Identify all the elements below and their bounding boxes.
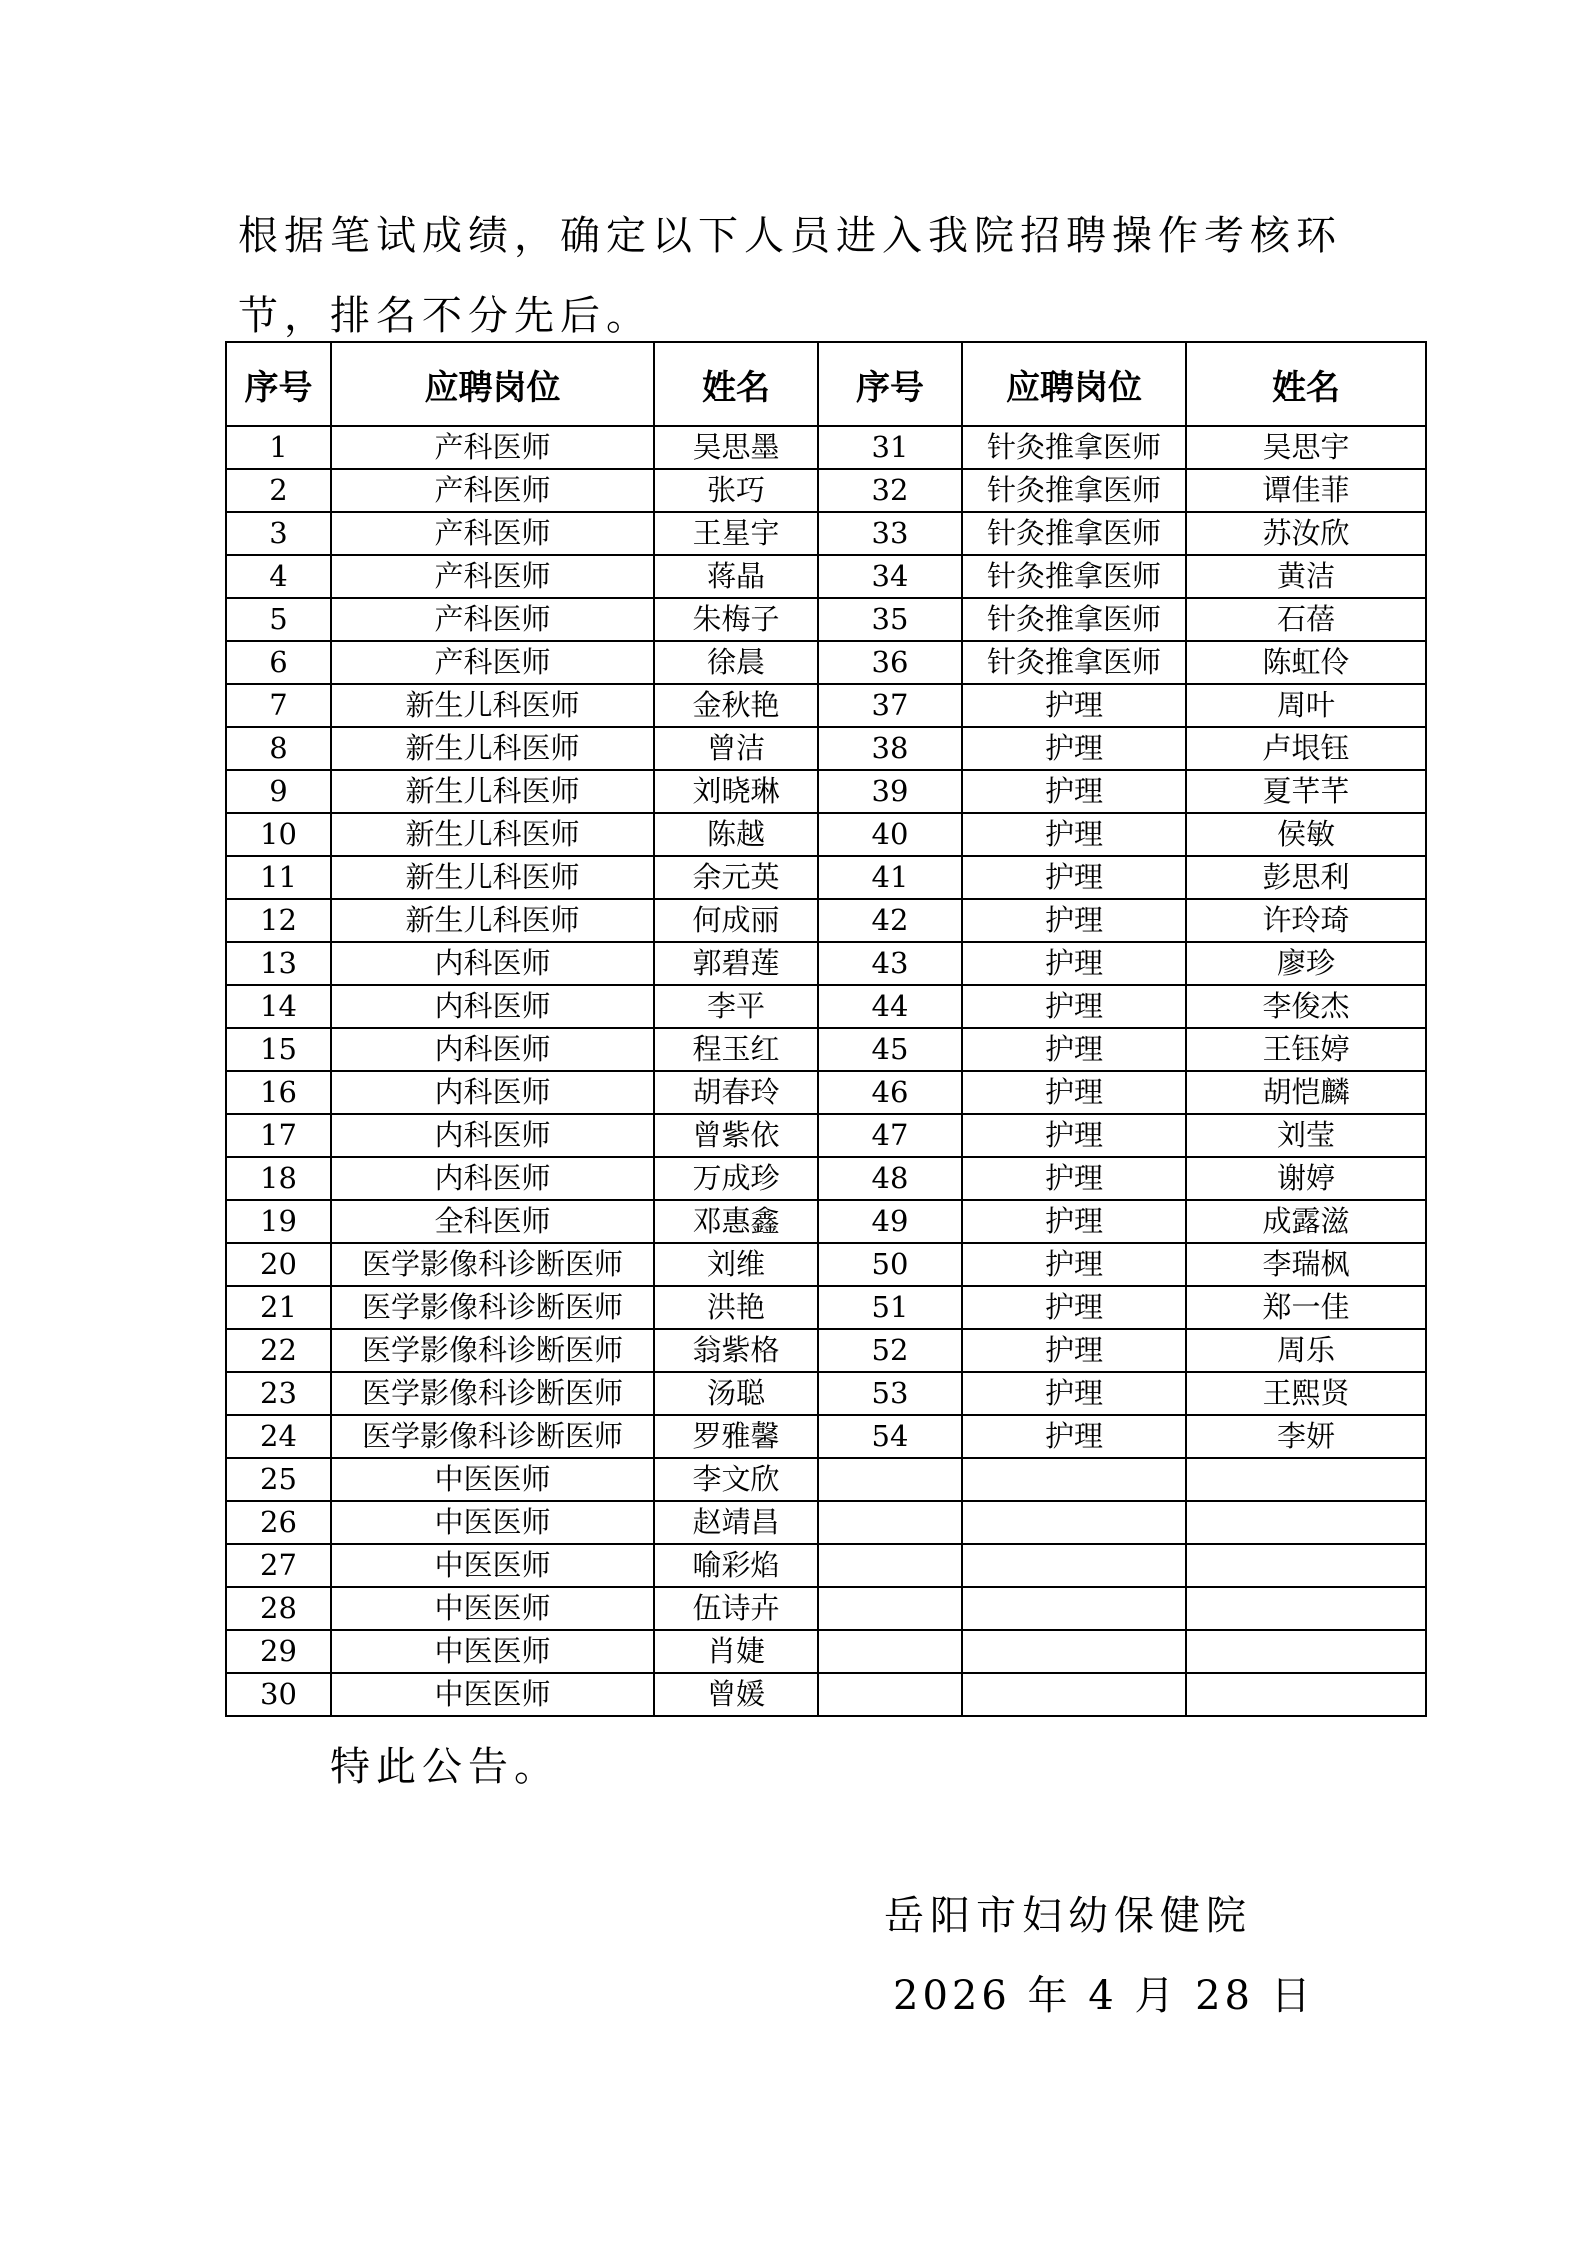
cell-index-right <box>818 1544 962 1587</box>
cell-index-left: 25 <box>226 1458 331 1501</box>
header-position-left: 应聘岗位 <box>331 342 654 426</box>
cell-index-right: 43 <box>818 942 962 985</box>
cell-position-left: 中医医师 <box>331 1458 654 1501</box>
cell-index-right: 50 <box>818 1243 962 1286</box>
cell-index-right <box>818 1458 962 1501</box>
cell-position-left: 中医医师 <box>331 1501 654 1544</box>
cell-index-right <box>818 1673 962 1716</box>
cell-index-right: 54 <box>818 1415 962 1458</box>
cell-index-right: 40 <box>818 813 962 856</box>
table-row <box>226 1415 1426 1458</box>
table-row <box>226 1501 1426 1544</box>
cell-name-left: 罗雅馨 <box>654 1415 818 1458</box>
table-row <box>226 684 1426 727</box>
cell-position-right: 护理 <box>962 770 1186 813</box>
cell-position-left: 医学影像科诊断医师 <box>331 1372 654 1415</box>
cell-index-right: 41 <box>818 856 962 899</box>
cell-index-left: 1 <box>226 426 331 469</box>
cell-index-left: 11 <box>226 856 331 899</box>
cell-name-right: 谢婷 <box>1186 1157 1426 1200</box>
header-index-right: 序号 <box>818 342 962 426</box>
table-row <box>226 1243 1426 1286</box>
cell-name-right: 谭佳菲 <box>1186 469 1426 512</box>
cell-name-left: 喻彩焰 <box>654 1544 818 1587</box>
cell-position-left: 产科医师 <box>331 469 654 512</box>
table-row <box>226 899 1426 942</box>
table-row <box>226 1286 1426 1329</box>
cell-index-left: 18 <box>226 1157 331 1200</box>
cell-position-right <box>962 1501 1186 1544</box>
table-row <box>226 641 1426 684</box>
cell-index-right: 34 <box>818 555 962 598</box>
cell-index-left: 19 <box>226 1200 331 1243</box>
cell-name-right: 苏汝欣 <box>1186 512 1426 555</box>
cell-index-left: 23 <box>226 1372 331 1415</box>
cell-position-right: 护理 <box>962 1415 1186 1458</box>
cell-position-right: 护理 <box>962 1157 1186 1200</box>
cell-name-right <box>1186 1458 1426 1501</box>
closing-statement: 特此公告。 <box>330 1744 560 1790</box>
cell-index-left: 8 <box>226 727 331 770</box>
cell-position-left: 内科医师 <box>331 1157 654 1200</box>
cell-name-right: 吴思宇 <box>1186 426 1426 469</box>
cell-position-right <box>962 1458 1186 1501</box>
cell-index-left: 26 <box>226 1501 331 1544</box>
table-row <box>226 727 1426 770</box>
table-row <box>226 469 1426 512</box>
cell-name-left: 曾紫依 <box>654 1114 818 1157</box>
cell-name-left: 李文欣 <box>654 1458 818 1501</box>
cell-name-right: 周乐 <box>1186 1329 1426 1372</box>
cell-index-left: 28 <box>226 1587 331 1630</box>
table-row <box>226 1372 1426 1415</box>
cell-position-left: 新生儿科医师 <box>331 727 654 770</box>
cell-index-right: 39 <box>818 770 962 813</box>
cell-index-left: 4 <box>226 555 331 598</box>
cell-name-left: 刘晓琳 <box>654 770 818 813</box>
cell-position-left: 产科医师 <box>331 555 654 598</box>
table-row <box>226 1071 1426 1114</box>
table-row <box>226 770 1426 813</box>
cell-index-right <box>818 1587 962 1630</box>
cell-name-right: 黄洁 <box>1186 555 1426 598</box>
cell-name-right <box>1186 1673 1426 1716</box>
cell-name-left: 赵靖昌 <box>654 1501 818 1544</box>
cell-name-right: 李瑞枫 <box>1186 1243 1426 1286</box>
cell-index-left: 15 <box>226 1028 331 1071</box>
cell-position-left: 新生儿科医师 <box>331 813 654 856</box>
cell-position-left: 中医医师 <box>331 1630 654 1673</box>
cell-position-left: 全科医师 <box>331 1200 654 1243</box>
signature-date: 2026 年 4 月 28 日 <box>893 1973 1315 2019</box>
cell-index-left: 17 <box>226 1114 331 1157</box>
cell-position-right <box>962 1630 1186 1673</box>
cell-index-left: 21 <box>226 1286 331 1329</box>
cell-index-right: 44 <box>818 985 962 1028</box>
cell-position-right <box>962 1544 1186 1587</box>
cell-position-right <box>962 1587 1186 1630</box>
header-index-left: 序号 <box>226 342 331 426</box>
cell-position-left: 新生儿科医师 <box>331 856 654 899</box>
cell-position-left: 内科医师 <box>331 942 654 985</box>
cell-index-left: 2 <box>226 469 331 512</box>
cell-position-right: 护理 <box>962 1372 1186 1415</box>
cell-index-left: 3 <box>226 512 331 555</box>
header-position-right: 应聘岗位 <box>962 342 1186 426</box>
cell-index-left: 10 <box>226 813 331 856</box>
cell-name-left: 李平 <box>654 985 818 1028</box>
cell-index-right <box>818 1501 962 1544</box>
cell-position-left: 新生儿科医师 <box>331 770 654 813</box>
cell-position-right: 护理 <box>962 1286 1186 1329</box>
cell-name-left: 翁紫格 <box>654 1329 818 1372</box>
cell-name-left: 曾洁 <box>654 727 818 770</box>
cell-position-left: 医学影像科诊断医师 <box>331 1243 654 1286</box>
cell-name-left: 洪艳 <box>654 1286 818 1329</box>
cell-index-left: 12 <box>226 899 331 942</box>
cell-index-left: 7 <box>226 684 331 727</box>
header-name-left: 姓名 <box>654 342 818 426</box>
cell-index-right: 37 <box>818 684 962 727</box>
cell-index-left: 16 <box>226 1071 331 1114</box>
cell-position-left: 内科医师 <box>331 1028 654 1071</box>
cell-position-right <box>962 1673 1186 1716</box>
cell-position-left: 新生儿科医师 <box>331 684 654 727</box>
cell-index-left: 6 <box>226 641 331 684</box>
cell-index-right: 49 <box>818 1200 962 1243</box>
cell-name-right: 王钰婷 <box>1186 1028 1426 1071</box>
cell-index-left: 29 <box>226 1630 331 1673</box>
table-row <box>226 1458 1426 1501</box>
cell-name-right: 王熙贤 <box>1186 1372 1426 1415</box>
intro-paragraph-line2: 节，排名不分先后。 <box>238 293 652 339</box>
cell-position-left: 医学影像科诊断医师 <box>331 1329 654 1372</box>
cell-position-right: 护理 <box>962 985 1186 1028</box>
cell-name-left: 何成丽 <box>654 899 818 942</box>
cell-index-left: 20 <box>226 1243 331 1286</box>
cell-index-right: 46 <box>818 1071 962 1114</box>
cell-index-right: 48 <box>818 1157 962 1200</box>
cell-position-right: 护理 <box>962 856 1186 899</box>
cell-name-left: 徐晨 <box>654 641 818 684</box>
cell-name-left: 胡春玲 <box>654 1071 818 1114</box>
cell-name-left: 刘维 <box>654 1243 818 1286</box>
cell-name-right <box>1186 1544 1426 1587</box>
cell-position-right: 针灸推拿医师 <box>962 555 1186 598</box>
cell-index-right: 45 <box>818 1028 962 1071</box>
cell-index-left: 14 <box>226 985 331 1028</box>
cell-position-left: 产科医师 <box>331 641 654 684</box>
cell-index-right: 52 <box>818 1329 962 1372</box>
cell-position-right: 针灸推拿医师 <box>962 512 1186 555</box>
table-row <box>226 512 1426 555</box>
cell-index-right: 42 <box>818 899 962 942</box>
cell-index-right: 38 <box>818 727 962 770</box>
cell-name-left: 邓惠鑫 <box>654 1200 818 1243</box>
candidate-table <box>225 341 1427 1717</box>
table-row <box>226 856 1426 899</box>
cell-position-right: 护理 <box>962 899 1186 942</box>
cell-position-right: 针灸推拿医师 <box>962 641 1186 684</box>
table-row <box>226 1329 1426 1372</box>
cell-position-right: 针灸推拿医师 <box>962 426 1186 469</box>
cell-position-right: 护理 <box>962 1071 1186 1114</box>
cell-name-right: 郑一佳 <box>1186 1286 1426 1329</box>
cell-index-right: 47 <box>818 1114 962 1157</box>
cell-index-right: 51 <box>818 1286 962 1329</box>
cell-position-left: 医学影像科诊断医师 <box>331 1415 654 1458</box>
cell-position-left: 中医医师 <box>331 1587 654 1630</box>
cell-name-right: 石蓓 <box>1186 598 1426 641</box>
cell-position-left: 新生儿科医师 <box>331 899 654 942</box>
table-row <box>226 1157 1426 1200</box>
cell-name-left: 曾媛 <box>654 1673 818 1716</box>
cell-name-right: 胡恺麟 <box>1186 1071 1426 1114</box>
cell-name-right: 刘莹 <box>1186 1114 1426 1157</box>
table-row <box>226 1673 1426 1716</box>
intro-paragraph-line1: 根据笔试成绩，确定以下人员进入我院招聘操作考核环 <box>238 213 1342 259</box>
table-row <box>226 1028 1426 1071</box>
table-row <box>226 985 1426 1028</box>
cell-position-right: 护理 <box>962 1028 1186 1071</box>
cell-position-right: 护理 <box>962 684 1186 727</box>
cell-name-left: 金秋艳 <box>654 684 818 727</box>
cell-index-right: 33 <box>818 512 962 555</box>
table-row <box>226 1114 1426 1157</box>
cell-name-left: 王星宇 <box>654 512 818 555</box>
cell-name-right <box>1186 1630 1426 1673</box>
table-row <box>226 1587 1426 1630</box>
cell-name-right <box>1186 1501 1426 1544</box>
cell-position-left: 内科医师 <box>331 985 654 1028</box>
cell-name-right: 成露滋 <box>1186 1200 1426 1243</box>
cell-position-right: 护理 <box>962 1114 1186 1157</box>
cell-position-right: 针灸推拿医师 <box>962 598 1186 641</box>
cell-name-left: 程玉红 <box>654 1028 818 1071</box>
cell-position-left: 内科医师 <box>331 1071 654 1114</box>
cell-name-left: 汤聪 <box>654 1372 818 1415</box>
cell-name-right <box>1186 1587 1426 1630</box>
cell-name-left: 蒋晶 <box>654 555 818 598</box>
cell-index-left: 13 <box>226 942 331 985</box>
cell-name-right: 彭思利 <box>1186 856 1426 899</box>
cell-index-right: 53 <box>818 1372 962 1415</box>
cell-name-left: 朱梅子 <box>654 598 818 641</box>
cell-name-left: 张巧 <box>654 469 818 512</box>
cell-position-right: 护理 <box>962 1243 1186 1286</box>
cell-index-right: 36 <box>818 641 962 684</box>
cell-index-left: 27 <box>226 1544 331 1587</box>
cell-index-left: 30 <box>226 1673 331 1716</box>
cell-position-right: 针灸推拿医师 <box>962 469 1186 512</box>
cell-index-right: 31 <box>818 426 962 469</box>
header-name-right: 姓名 <box>1186 342 1426 426</box>
cell-index-right: 35 <box>818 598 962 641</box>
cell-name-left: 伍诗卉 <box>654 1587 818 1630</box>
cell-position-right: 护理 <box>962 813 1186 856</box>
table-row <box>226 1630 1426 1673</box>
cell-name-right: 卢垠钰 <box>1186 727 1426 770</box>
table-row <box>226 942 1426 985</box>
cell-name-right: 李俊杰 <box>1186 985 1426 1028</box>
cell-position-left: 产科医师 <box>331 512 654 555</box>
cell-position-right: 护理 <box>962 727 1186 770</box>
cell-name-right: 陈虹伶 <box>1186 641 1426 684</box>
cell-position-left: 产科医师 <box>331 426 654 469</box>
cell-position-left: 中医医师 <box>331 1673 654 1716</box>
cell-position-left: 内科医师 <box>331 1114 654 1157</box>
cell-position-left: 产科医师 <box>331 598 654 641</box>
cell-position-left: 医学影像科诊断医师 <box>331 1286 654 1329</box>
cell-name-right: 侯敏 <box>1186 813 1426 856</box>
cell-name-left: 郭碧莲 <box>654 942 818 985</box>
table-row <box>226 1544 1426 1587</box>
cell-name-right: 许玲琦 <box>1186 899 1426 942</box>
cell-name-right: 李妍 <box>1186 1415 1426 1458</box>
cell-name-left: 余元英 <box>654 856 818 899</box>
table-row <box>226 1200 1426 1243</box>
table-row <box>226 813 1426 856</box>
table-row <box>226 426 1426 469</box>
cell-name-right: 廖珍 <box>1186 942 1426 985</box>
table-header-row <box>226 342 1426 426</box>
cell-name-left: 吴思墨 <box>654 426 818 469</box>
cell-name-left: 万成珍 <box>654 1157 818 1200</box>
cell-position-right: 护理 <box>962 1200 1186 1243</box>
cell-name-right: 夏芊芊 <box>1186 770 1426 813</box>
table-row <box>226 555 1426 598</box>
cell-name-left: 肖婕 <box>654 1630 818 1673</box>
table-row <box>226 598 1426 641</box>
cell-index-right <box>818 1630 962 1673</box>
cell-index-right: 32 <box>818 469 962 512</box>
cell-index-left: 9 <box>226 770 331 813</box>
cell-index-left: 24 <box>226 1415 331 1458</box>
cell-index-left: 5 <box>226 598 331 641</box>
cell-index-left: 22 <box>226 1329 331 1372</box>
cell-position-right: 护理 <box>962 942 1186 985</box>
cell-position-left: 中医医师 <box>331 1544 654 1587</box>
signature-organization: 岳阳市妇幼保健院 <box>884 1893 1252 1939</box>
cell-position-right: 护理 <box>962 1329 1186 1372</box>
cell-name-left: 陈越 <box>654 813 818 856</box>
cell-name-right: 周叶 <box>1186 684 1426 727</box>
